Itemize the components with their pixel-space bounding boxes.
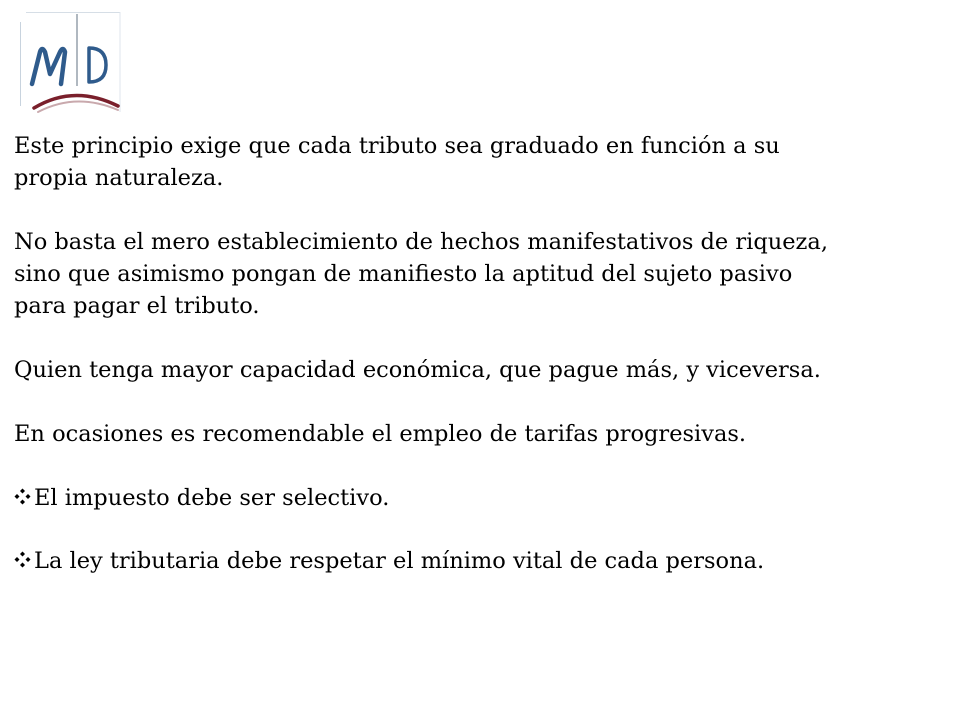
paragraph-principle (14, 130, 944, 194)
diamond-bullet-icon (14, 488, 32, 505)
paragraph-line: propia naturaleza. (14, 165, 224, 191)
md-logo-graphic (20, 12, 122, 118)
paragraph-line: En ocasiones es recomendable el empleo de tarifas progresivas. (14, 421, 747, 447)
paragraph-line: sino que asimismo pongan de manifiesto la aptitud del sujeto pasivo (14, 261, 793, 287)
bullet-text: El impuesto debe ser selectivo. (34, 485, 390, 511)
paragraph-progressive-rates (14, 418, 944, 450)
paragraph-line: para pagar el tributo. (14, 293, 260, 319)
md-logo (20, 12, 122, 118)
paragraph-line: Quien tenga mayor capacidad económica, que pague más, y viceversa. (14, 357, 821, 383)
bullet-item-minimum-vital (14, 545, 944, 577)
paragraph-economic-capacity (14, 354, 944, 386)
paragraph-line: Este principio exige que cada tributo sea graduado en función a su (14, 133, 780, 159)
diamond-bullet-icon (14, 551, 32, 568)
slide-content (14, 130, 944, 608)
bullet-item-selective (14, 482, 944, 514)
paragraph-line: No basta el mero establecimiento de hechos manifestativos de riqueza, (14, 229, 828, 255)
bullet-text: La ley tributaria debe respetar el mínimo vital de cada persona. (34, 548, 765, 574)
paragraph-capacity (14, 226, 944, 322)
